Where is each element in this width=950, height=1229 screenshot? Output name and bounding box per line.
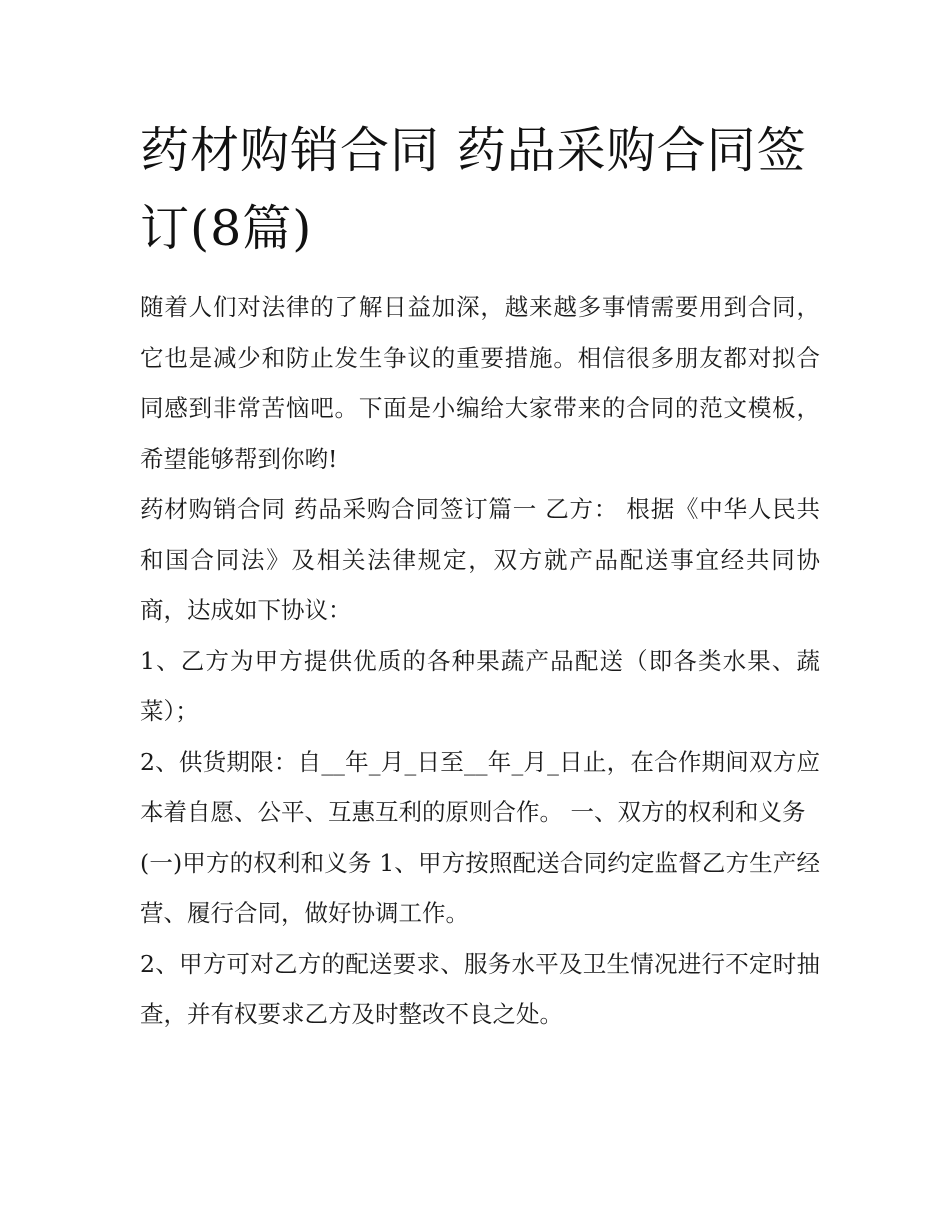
- document-page: [140, 112, 820, 1040]
- clause-1-paragraph: 1、乙方为甲方提供优质的各种果蔬产品配送（即各类水果、蔬菜）；: [140, 646, 820, 725]
- document-title: 药材购销合同 药品采购合同签订(8篇): [140, 122, 807, 257]
- party-a-rights-paragraph: (一)甲方的权利和义务 1、甲方按照配送合同约定监督乙方生产经营、履行合同，做好协调工作。: [140, 848, 820, 927]
- contract-preamble-paragraph: 药材购销合同 药品采购合同签订篇一 乙方： 根据《中华人民共和国合同法》及相关法律规定，双方就产品配送事宜经共同协商，达成如下协议：: [140, 495, 820, 624]
- intro-paragraph: 随着人们对法律的了解日益加深，越来越多事情需要用到合同，它也是减少和防止发生争议的重要措施。相信很多朋友都对拟合同感到非常苦恼吧。下面是小编给大家带来的合同的范文模板，希望能够帮到你哟!: [140, 293, 820, 473]
- clause-2-paragraph: 2、供货期限：自__年_月_日至__年_月_日止，在合作期间双方应本着自愿、公平、互惠互利的原则合作。 一、双方的权利和义务: [140, 747, 820, 826]
- party-a-inspection-paragraph: 2、甲方可对乙方的配送要求、服务水平及卫生情况进行不定时抽查，并有权要求乙方及时整改不良之处。: [140, 949, 820, 1028]
